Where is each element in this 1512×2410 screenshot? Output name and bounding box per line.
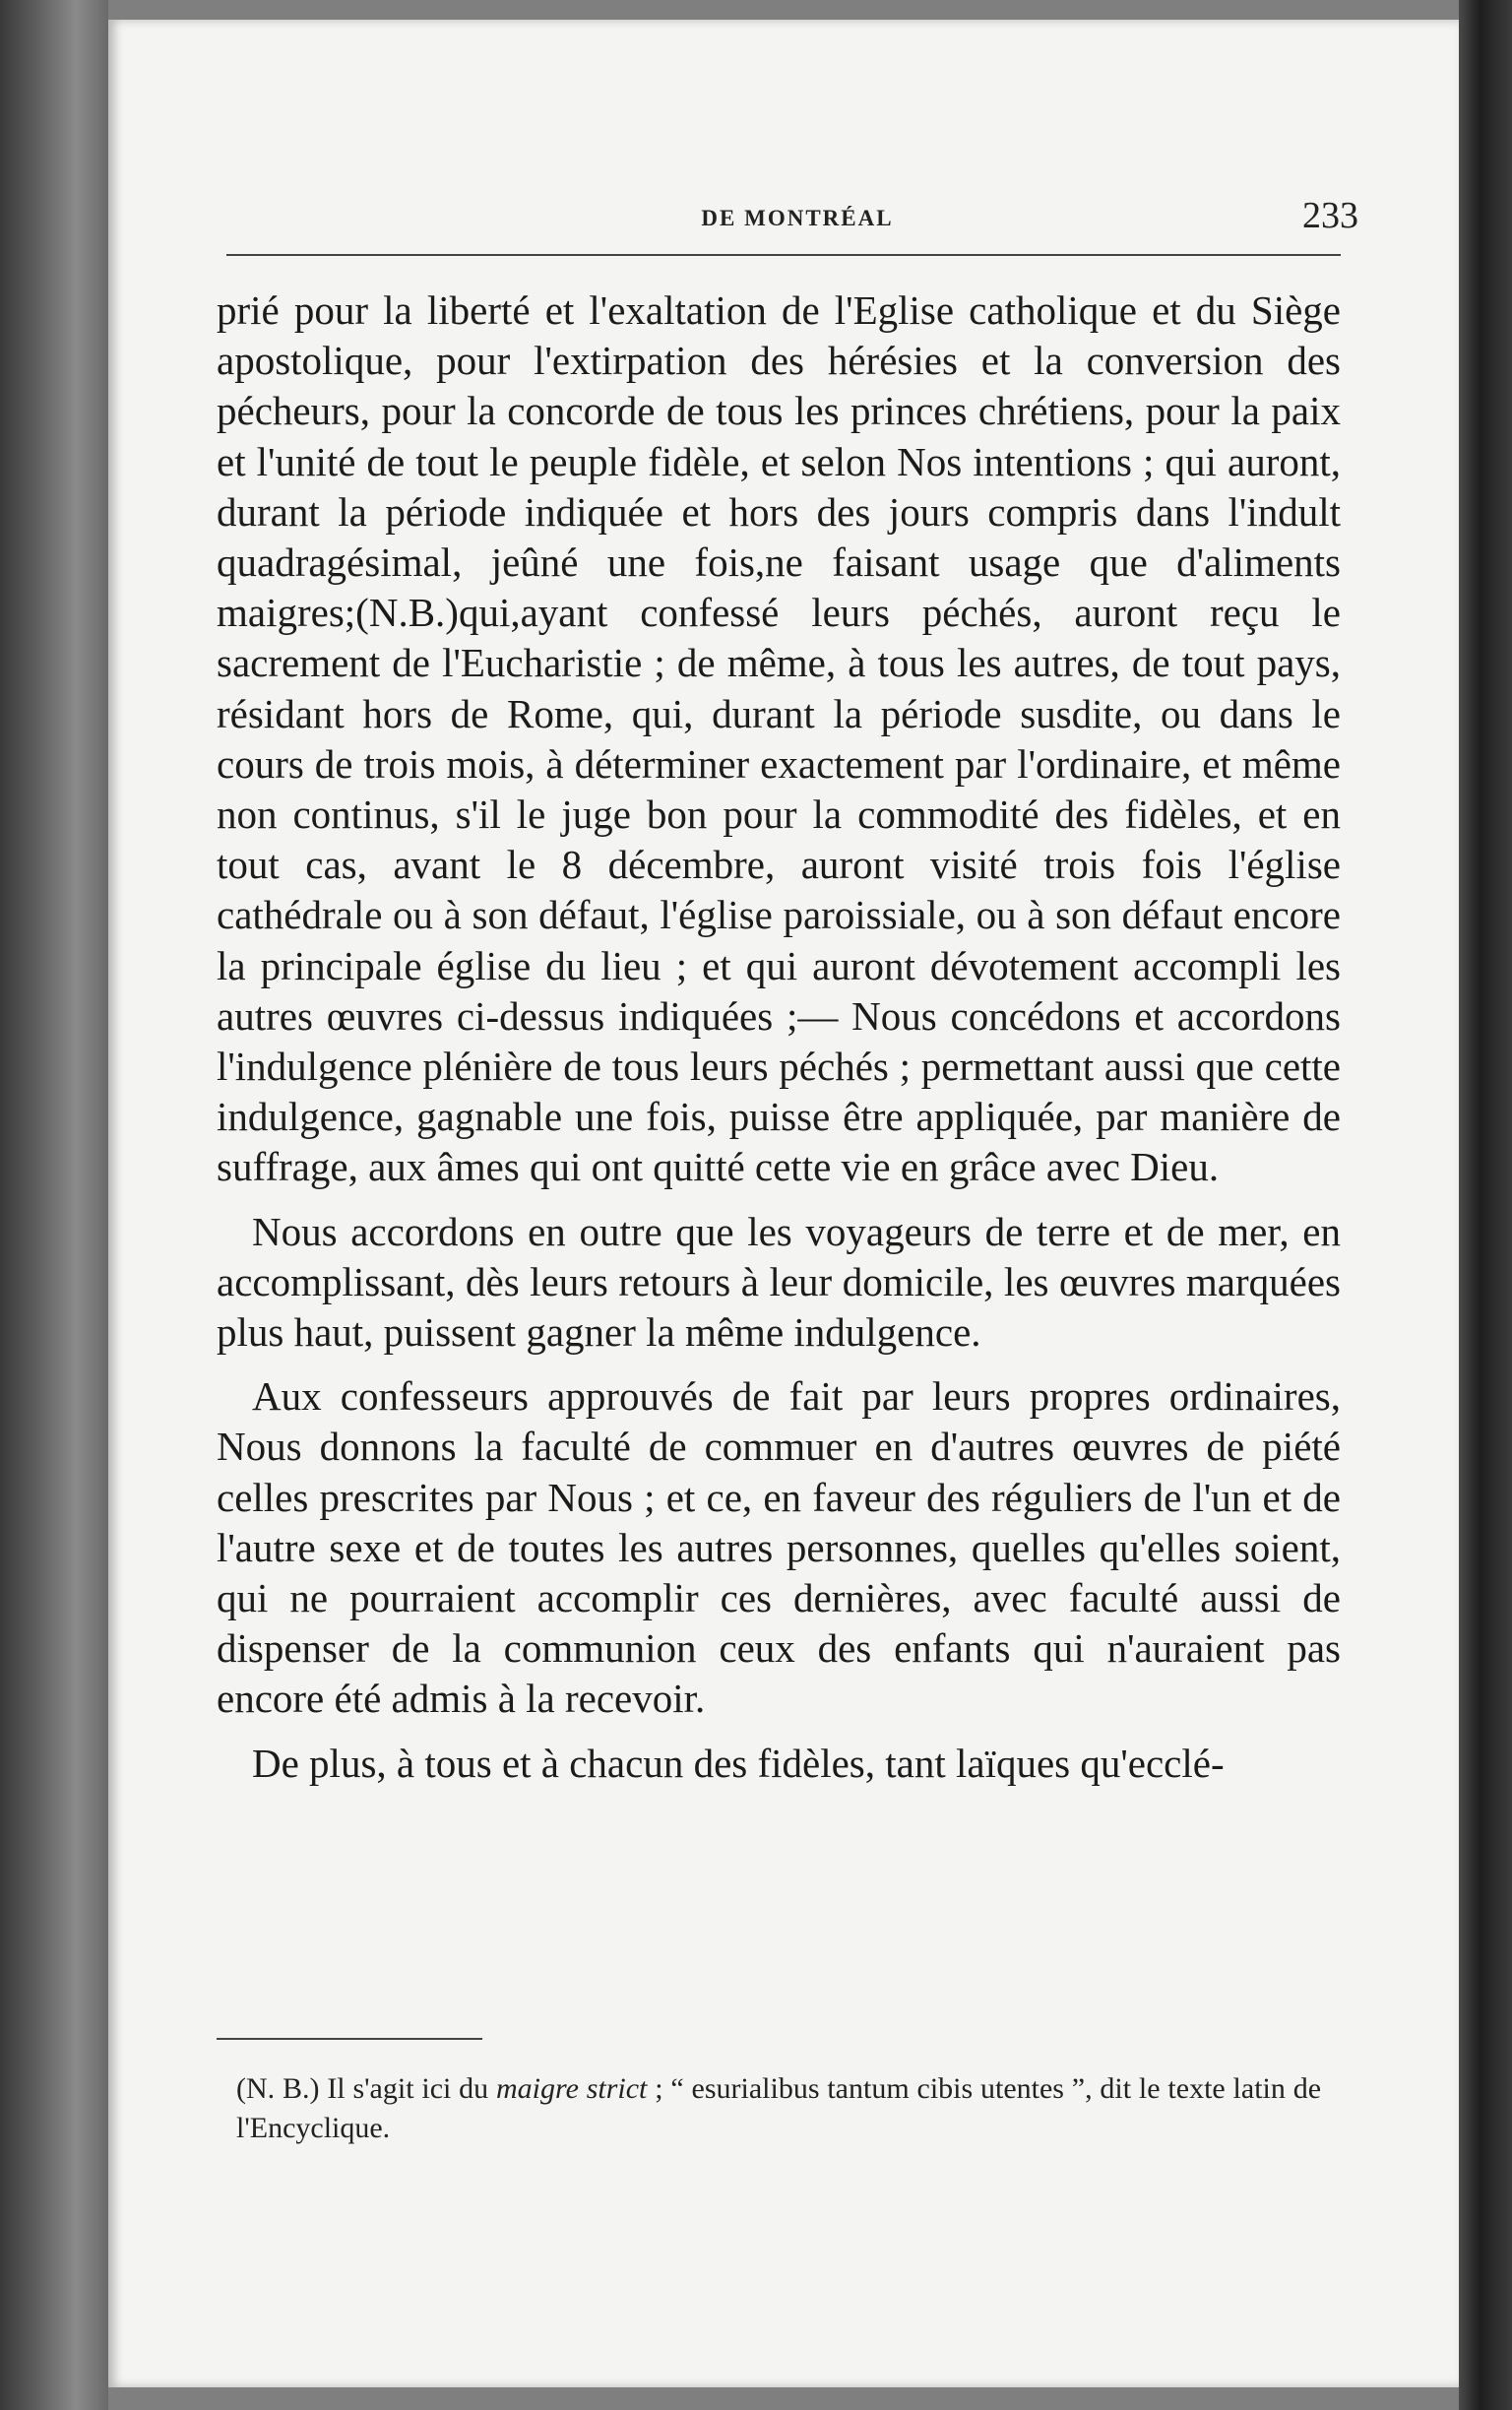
page-number: 233 (1302, 195, 1358, 236)
paragraph: prié pour la liberté et l'exaltation de l'Eglise catholique et du Siège apostolique, pour l'extirpation des hérésies et la conversion des pécheurs, pour la concorde de tous les princes chrétiens, pour la paix et l'unité de tout le peuple fidèle, et selon Nos intentions ; qui auront, durant la période indiquée et hors des jours compris dans l'indult quadragésimal, jeûné une fois,ne faisant usage que d'aliments maigres;(N.B.)qui,ayant confessé leurs péchés, auront reçu le sacrement de l'Eucharistie ; de même, à tous les autres, de tout pays, résidant hors de Rome, qui, durant la période susdite, ou dans le cours de trois mois, à déterminer exactement par l'ordinaire, et même non continus, s'il le juge bon pour la commodité des fidèles, et en tout cas, avant le 8 décembre, auront visité trois fois l'église cathédrale ou à son défaut, l'église paroissiale, ou à son défaut encore la principale église du lieu ; et qui auront dévotement accompli les autres œuvres ci-dessus indiquées ;— Nous concédons et accordons l'indulgence plénière de tous leurs péchés ; permettant aussi que cette indulgence, gagnable une fois, puisse être appliquée, par manière de suffrage, aux âmes qui ont quitté cette vie en grâce avec Dieu. (217, 287, 1341, 1190)
footnote-mark: (N. B.) (236, 2072, 320, 2105)
footnote-text: Il s'agit ici du (319, 2072, 497, 2105)
footnote-text-end: ; “ esurialibus tantum cibis utentes ”, dit le texte latin de l'Encyclique. (236, 2072, 1322, 2144)
book-page (108, 20, 1459, 2387)
footnote-rule (217, 2038, 482, 2040)
page-header (226, 192, 1368, 247)
paragraph: De plus, à tous et à chacun des fidèles, tant laïques qu'ecclé- (252, 1740, 1225, 1786)
footnote (236, 2069, 1321, 2148)
page-edge-shadow (1459, 0, 1512, 2410)
paragraph: Nous accordons en outre que les voyageurs de terre et de mer, en accomplissant, dès leurs retours à leur domicile, les œuvres marquées plus haut, puissent gagner la même indulgence. (217, 1208, 1341, 1356)
footnote-italic-text: maigre strict (496, 2072, 648, 2105)
header-rule (226, 254, 1341, 256)
paragraph: Aux confesseurs approuvés de fait par leurs propres ordinaires, Nous donnons la faculté de commuer en d'autres œuvres de piété celles prescrites par Nous ; et ce, en faveur des réguliers de l'un et de l'autre sexe et de toutes les autres personnes, quelles qu'elles soient, qui ne pourraient accomplir ces dernières, avec faculté aussi de dispenser de la communion ceux des enfants qui n'auraient pas encore été admis à la recevoir. (217, 1373, 1341, 1722)
running-title: DE MONTRÉAL (701, 206, 894, 230)
book-gutter (0, 0, 108, 2410)
body-text (217, 285, 1341, 1789)
